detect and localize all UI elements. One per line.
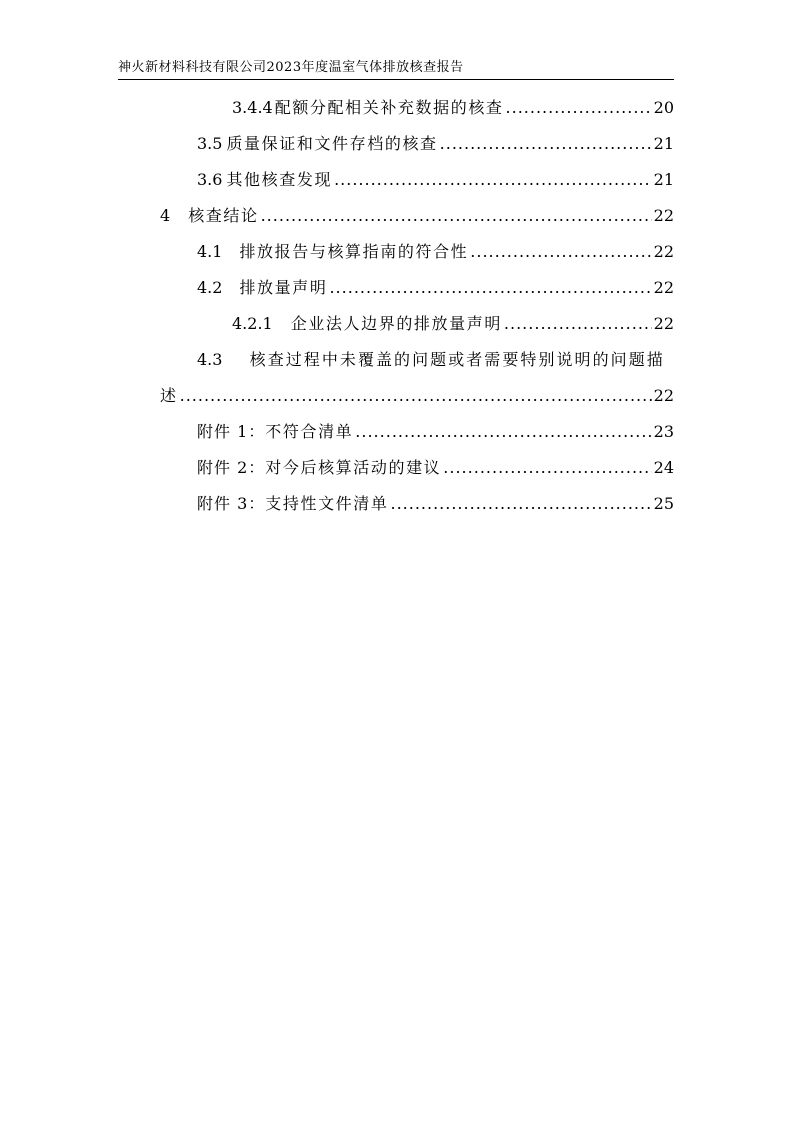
- toc-entry-page: 23: [653, 422, 674, 441]
- toc-entry-3-6[interactable]: [197, 169, 674, 191]
- toc-entry-number: 4.2.1: [232, 314, 273, 333]
- toc-leader-dots: [334, 169, 652, 191]
- toc-entry-title-continued: 述: [160, 386, 178, 405]
- toc-entry-4-3[interactable]: [197, 349, 674, 371]
- toc-entry-title: 对今后核算活动的建议: [265, 458, 442, 477]
- toc-entry-number: 4.3: [197, 350, 223, 369]
- toc-entry-page: 20: [653, 98, 674, 117]
- toc-entry-number: 附件 1：: [197, 422, 266, 441]
- toc-entry-page: 22: [653, 242, 674, 261]
- toc-entry-page: 25: [653, 494, 674, 513]
- toc-entry-appendix-1[interactable]: [197, 421, 674, 443]
- toc-entry-4-1[interactable]: [197, 241, 674, 263]
- toc-entry-number: 4.1: [197, 242, 223, 261]
- toc-entry-page: 22: [653, 278, 674, 297]
- toc-entry-number: 附件 2：: [197, 458, 266, 477]
- toc-leader-dots: [329, 277, 651, 299]
- toc-entry-number: 3.5: [197, 134, 223, 153]
- toc-entry-title: 核查结论: [188, 206, 259, 225]
- toc-entry-title: 其他核查发现: [226, 170, 333, 189]
- toc-entry-title: 质量保证和文件存档的核查: [226, 134, 438, 153]
- toc-entry-title: 核查过程中未覆盖的问题或者需要特别说明的问题描: [249, 350, 665, 369]
- toc-entry-page: 21: [653, 134, 674, 153]
- header-rule: [118, 79, 674, 80]
- toc-entry-title: 排放量声明: [239, 278, 328, 297]
- toc-entry-number: 附件 3：: [197, 494, 266, 513]
- toc-entry-page: 22: [653, 386, 674, 405]
- toc-leader-dots: [504, 313, 652, 335]
- toc-entry-title: 支持性文件清单: [265, 494, 389, 513]
- toc-leader-dots: [506, 97, 652, 119]
- toc-entry-4-2[interactable]: [197, 277, 674, 299]
- toc-entry-number: 3.6: [197, 170, 223, 189]
- toc-entry-page: 22: [653, 206, 674, 225]
- toc-entry-title: 不符合清单: [265, 422, 354, 441]
- toc-entry-page: 24: [653, 458, 674, 477]
- toc-entry-3-4-4[interactable]: [232, 97, 674, 119]
- toc-entry-4-2-1[interactable]: [232, 313, 674, 335]
- toc-entry-number: 4.2: [197, 278, 223, 297]
- toc-entry-appendix-2[interactable]: [197, 457, 674, 479]
- toc-entry-4[interactable]: [160, 205, 674, 227]
- toc-entry-3-5[interactable]: [197, 133, 674, 155]
- toc-entry-title: 排放报告与核算指南的符合性: [239, 242, 469, 261]
- running-header: 神火新材料科技有限公司2023年度温室气体排放核查报告: [118, 60, 464, 75]
- toc-entry-page: 22: [653, 314, 674, 333]
- toc-leader-dots: [443, 457, 651, 479]
- toc-entry-title: 企业法人边界的排放量声明: [290, 314, 502, 333]
- toc-leader-dots: [390, 493, 651, 515]
- toc-leader-dots: [180, 385, 652, 407]
- toc-leader-dots: [470, 241, 651, 263]
- toc-leader-dots: [355, 421, 651, 443]
- toc-leader-dots: [440, 133, 652, 155]
- toc-entry-number: 3.4.4: [232, 98, 273, 117]
- toc-leader-dots: [261, 205, 652, 227]
- toc-entry-appendix-3[interactable]: [197, 493, 674, 515]
- toc-entry-4-3-continuation[interactable]: [160, 385, 674, 407]
- toc-entry-page: 21: [653, 170, 674, 189]
- toc-entry-title: 配额分配相关补充数据的核查: [274, 98, 504, 117]
- toc-entry-number: 4: [160, 206, 171, 225]
